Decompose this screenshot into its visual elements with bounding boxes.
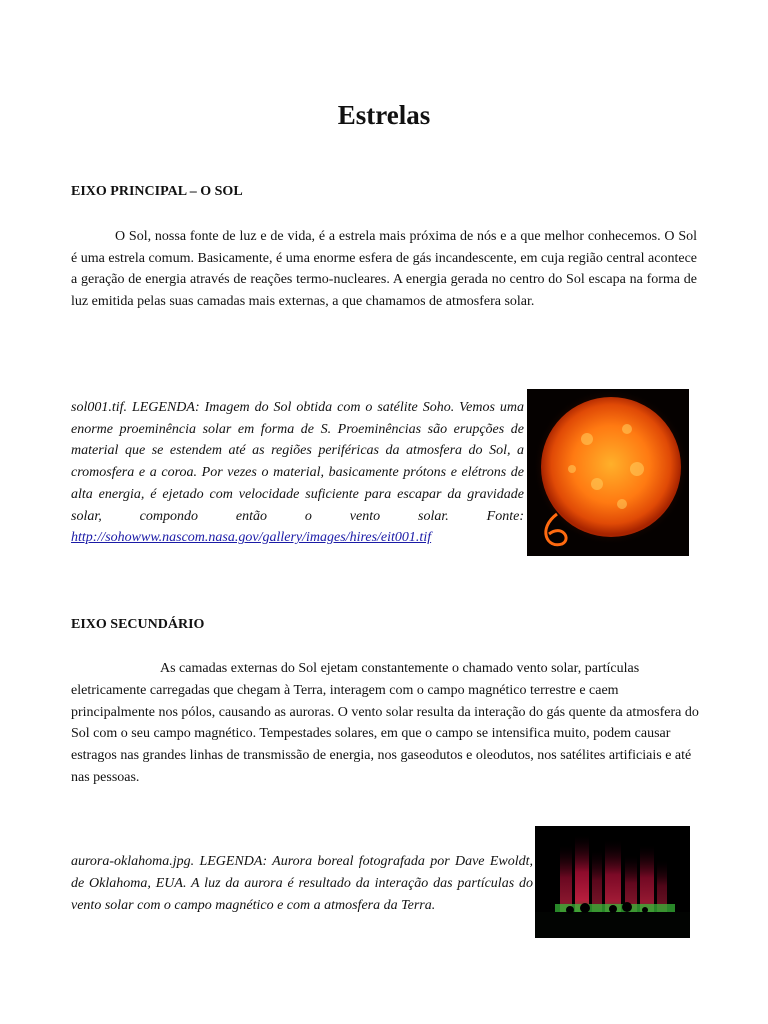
section-heading-main: EIXO PRINCIPAL – O SOL bbox=[71, 184, 243, 199]
sun-source-link[interactable]: http://sohowww.nascom.nasa.gov/gallery/images/hires/eit001.tif bbox=[71, 530, 432, 546]
section-heading-secondary: EIXO SECUNDÁRIO bbox=[71, 617, 205, 632]
document-title: Estrelas bbox=[337, 100, 431, 130]
aurora-image-caption: aurora-oklahoma.jpg. LEGENDA: Aurora boreal fotografada por Dave Ewoldt, de Oklahoma, EUA. A luz da aurora é resultado da interação das partículas do vento solar com o campo magnético e com a atmosfera da Terra. bbox=[71, 854, 533, 913]
section-main-paragraph: O Sol, nossa fonte de luz e de vida, é a estrela mais próxima de nós e a que melhor conhecemos. O Sol é uma estrela comum. Basicamente, é uma enorme esfera de gás incandescente, em cuja região central acontece a geração de energia através de reações termo-nucleares. A energia gerada no centro do Sol escapa na forma de luz emitida pelas suas camadas mais externas, a que chamamos de atmosfera solar. bbox=[71, 229, 697, 309]
aurora-image bbox=[535, 826, 690, 938]
sun-caption-text: sol001.tif. LEGENDA: Imagem do Sol obtida com o satélite Soho. Vemos uma enorme proeminência solar em forma de S. Proeminências são erupções de material que se estendem até as regiões periféricas da atmosfera do Sol, a cromosfera e a coroa. Por vezes o material, basicamente prótons e elétrons de alta energia, é ejetado com velocidade suficiente para escapar da gravidade solar, compondo então o vento solar. Fonte: bbox=[71, 400, 524, 524]
sun-image bbox=[527, 389, 689, 556]
sun-image-caption bbox=[71, 397, 524, 549]
section-secondary-paragraph: As camadas externas do Sol ejetam constantemente o chamado vento solar, partículas eletricamente carregadas que chegam à Terra, interagem com o campo magnético terrestre e caem principalmente nos pólos, causando as auroras. O vento solar resulta da interação do gás quente da atmosfera do Sol com o seu campo magnético. Tempestades solares, em que o campo se intensifica muito, podem causar estragos nas grandes linhas de transmissão de energia, nos gaseodutos e oleodutos, nos satélites artificiais e até nas pessoas. bbox=[71, 661, 699, 785]
